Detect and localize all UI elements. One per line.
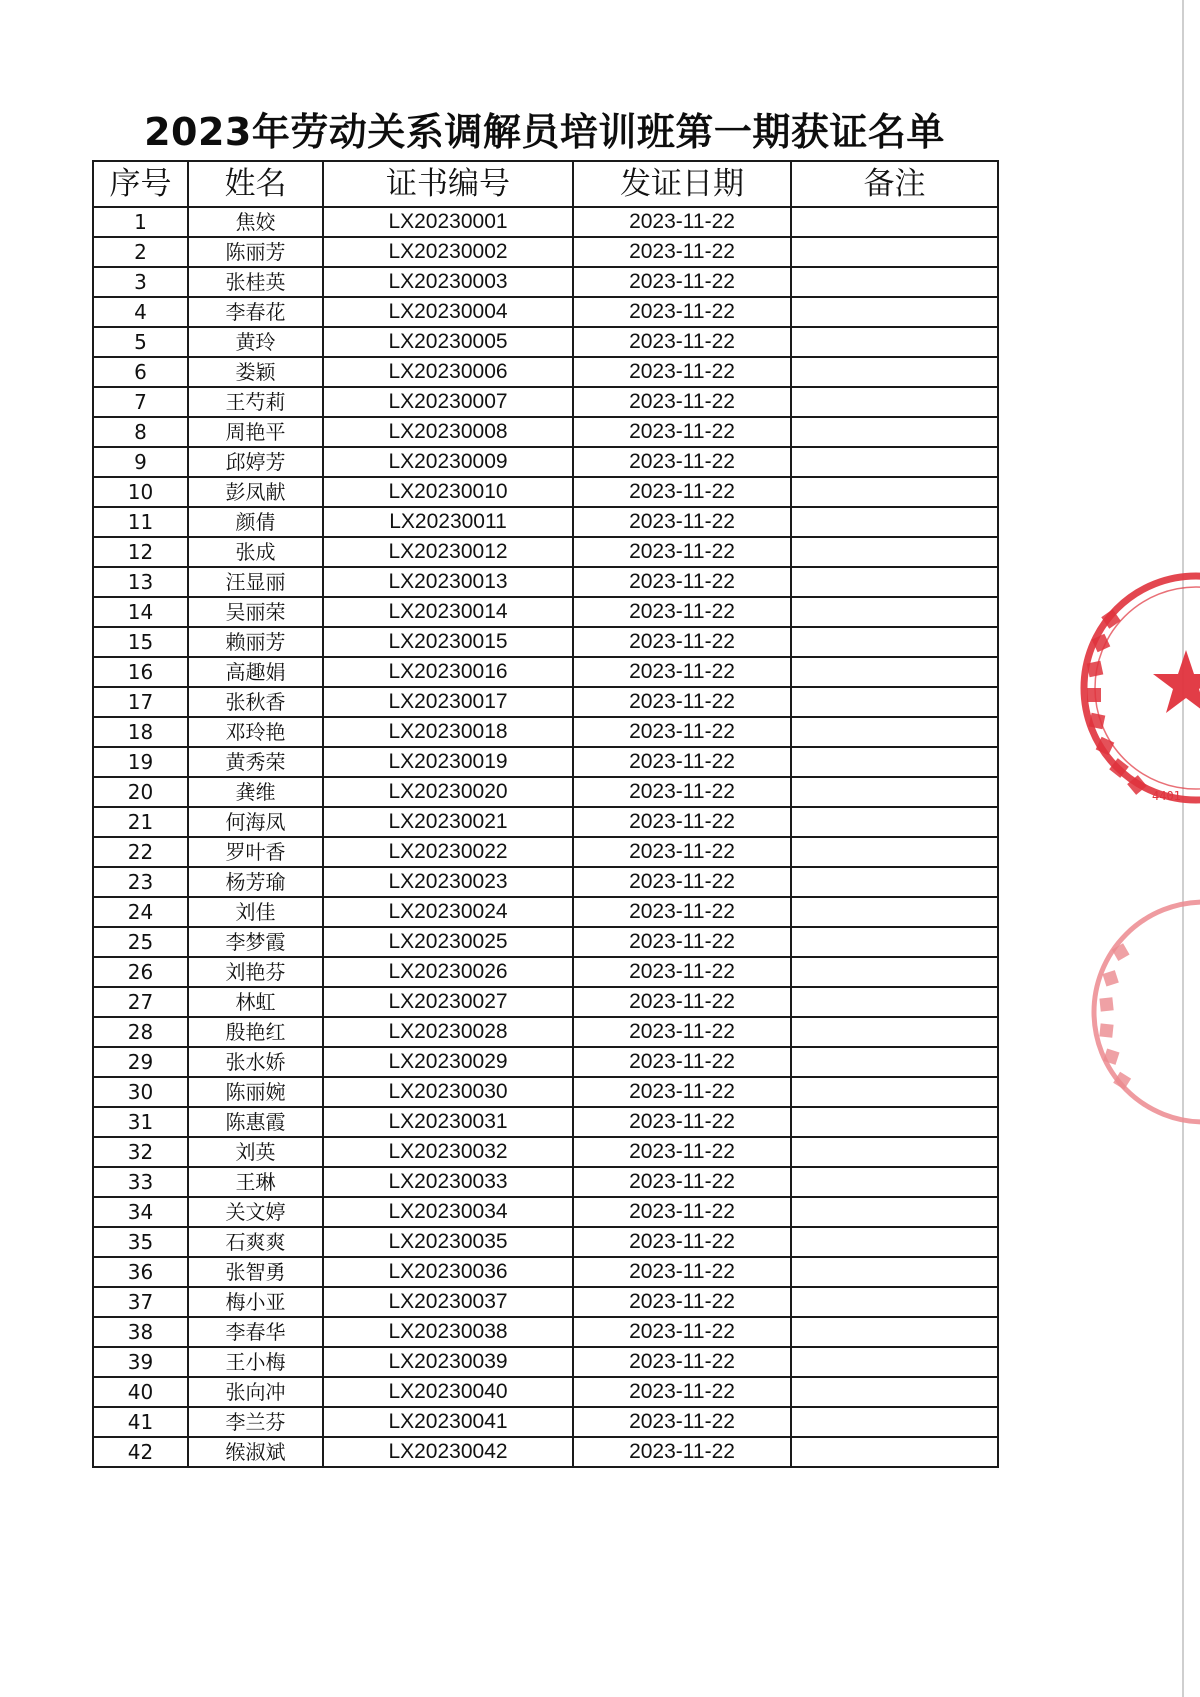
table-row <box>93 417 998 447</box>
association-seal-stamp <box>1080 896 1200 1128</box>
cell-name: 张桂英 <box>188 267 323 297</box>
table-row <box>93 447 998 477</box>
cell-note <box>791 297 998 327</box>
cell-name: 李梦霞 <box>188 927 323 957</box>
cell-note <box>791 987 998 1017</box>
cell-name: 邱婷芳 <box>188 447 323 477</box>
cell-seq: 32 <box>93 1137 188 1167</box>
table-row <box>93 777 998 807</box>
table-row <box>93 567 998 597</box>
cell-seq: 36 <box>93 1257 188 1287</box>
cell-seq: 5 <box>93 327 188 357</box>
cell-seq: 34 <box>93 1197 188 1227</box>
cell-issue-date: 2023-11-22 <box>573 1227 791 1257</box>
cell-name: 陈惠霞 <box>188 1107 323 1137</box>
table-row <box>93 1077 998 1107</box>
cell-seq: 7 <box>93 387 188 417</box>
cell-seq: 8 <box>93 417 188 447</box>
cell-name: 何海凤 <box>188 807 323 837</box>
cell-issue-date: 2023-11-22 <box>573 837 791 867</box>
cell-note <box>791 717 998 747</box>
table-row <box>93 1107 998 1137</box>
cell-note <box>791 207 998 237</box>
cell-seq: 9 <box>93 447 188 477</box>
header-name: 姓名 <box>188 161 323 207</box>
cell-cert-number: LX20230021 <box>323 807 573 837</box>
cell-issue-date: 2023-11-22 <box>573 387 791 417</box>
cell-seq: 18 <box>93 717 188 747</box>
cell-name: 李兰芬 <box>188 1407 323 1437</box>
cell-note <box>791 267 998 297</box>
table-row <box>93 657 998 687</box>
cell-name: 龚维 <box>188 777 323 807</box>
cell-issue-date: 2023-11-22 <box>573 567 791 597</box>
cell-seq: 16 <box>93 657 188 687</box>
cell-name: 张智勇 <box>188 1257 323 1287</box>
table-row <box>93 1197 998 1227</box>
cell-note <box>791 1287 998 1317</box>
cell-name: 缑淑斌 <box>188 1437 323 1467</box>
header-seq: 序号 <box>93 161 188 207</box>
cell-name: 汪显丽 <box>188 567 323 597</box>
cell-name: 吴丽荣 <box>188 597 323 627</box>
cell-seq: 19 <box>93 747 188 777</box>
cell-cert-number: LX20230001 <box>323 207 573 237</box>
cell-seq: 11 <box>93 507 188 537</box>
cell-cert-number: LX20230015 <box>323 627 573 657</box>
cell-issue-date: 2023-11-22 <box>573 1407 791 1437</box>
cell-issue-date: 2023-11-22 <box>573 477 791 507</box>
cell-name: 罗叶香 <box>188 837 323 867</box>
cell-seq: 37 <box>93 1287 188 1317</box>
cell-note <box>791 1167 998 1197</box>
cell-name: 王琳 <box>188 1167 323 1197</box>
cell-cert-number: LX20230019 <box>323 747 573 777</box>
cell-issue-date: 2023-11-22 <box>573 1377 791 1407</box>
cell-name: 颜倩 <box>188 507 323 537</box>
official-seal-stamp <box>1074 568 1200 808</box>
cell-note <box>791 1107 998 1137</box>
table-row <box>93 897 998 927</box>
table-row <box>93 717 998 747</box>
table-row <box>93 957 998 987</box>
table-row <box>93 357 998 387</box>
table-row <box>93 1167 998 1197</box>
cell-cert-number: LX20230029 <box>323 1047 573 1077</box>
cell-issue-date: 2023-11-22 <box>573 717 791 747</box>
cell-issue-date: 2023-11-22 <box>573 1347 791 1377</box>
table-row <box>93 237 998 267</box>
cell-seq: 25 <box>93 927 188 957</box>
cell-note <box>791 747 998 777</box>
table-row <box>93 537 998 567</box>
cell-note <box>791 957 998 987</box>
cell-note <box>791 387 998 417</box>
cell-name: 陈丽芳 <box>188 237 323 267</box>
cell-note <box>791 807 998 837</box>
page-right-edge <box>1182 0 1184 1697</box>
cell-seq: 12 <box>93 537 188 567</box>
cell-name: 关文婷 <box>188 1197 323 1227</box>
cell-seq: 3 <box>93 267 188 297</box>
cell-issue-date: 2023-11-22 <box>573 357 791 387</box>
cell-name: 王芍莉 <box>188 387 323 417</box>
cell-cert-number: LX20230033 <box>323 1167 573 1197</box>
cell-name: 高趣娟 <box>188 657 323 687</box>
cell-note <box>791 357 998 387</box>
header-note: 备注 <box>791 161 998 207</box>
table-row <box>93 747 998 777</box>
cell-name: 黄秀荣 <box>188 747 323 777</box>
cell-issue-date: 2023-11-22 <box>573 297 791 327</box>
cell-cert-number: LX20230012 <box>323 537 573 567</box>
cell-cert-number: LX20230005 <box>323 327 573 357</box>
cell-note <box>791 837 998 867</box>
cell-note <box>791 1017 998 1047</box>
cell-note <box>791 1437 998 1467</box>
cell-name: 陈丽婉 <box>188 1077 323 1107</box>
certificate-roster-table <box>92 160 999 1468</box>
table-row <box>93 507 998 537</box>
cell-seq: 13 <box>93 567 188 597</box>
cell-issue-date: 2023-11-22 <box>573 777 791 807</box>
cell-cert-number: LX20230040 <box>323 1377 573 1407</box>
table-row <box>93 837 998 867</box>
cell-issue-date: 2023-11-22 <box>573 627 791 657</box>
cell-note <box>791 897 998 927</box>
cell-cert-number: LX20230024 <box>323 897 573 927</box>
cell-name: 张成 <box>188 537 323 567</box>
cell-cert-number: LX20230025 <box>323 927 573 957</box>
cell-cert-number: LX20230022 <box>323 837 573 867</box>
table-row <box>93 1227 998 1257</box>
cell-note <box>791 1257 998 1287</box>
cell-note <box>791 1227 998 1257</box>
cell-issue-date: 2023-11-22 <box>573 1077 791 1107</box>
cell-seq: 1 <box>93 207 188 237</box>
cell-cert-number: LX20230034 <box>323 1197 573 1227</box>
cell-issue-date: 2023-11-22 <box>573 1107 791 1137</box>
table-row <box>93 267 998 297</box>
seal-serial-number: 4401 <box>1152 789 1181 803</box>
table-row <box>93 1017 998 1047</box>
table-row <box>93 1317 998 1347</box>
cell-name: 刘佳 <box>188 897 323 927</box>
table-row <box>93 687 998 717</box>
cell-name: 林虹 <box>188 987 323 1017</box>
cell-note <box>791 1077 998 1107</box>
cell-issue-date: 2023-11-22 <box>573 1047 791 1077</box>
cell-cert-number: LX20230041 <box>323 1407 573 1437</box>
cell-cert-number: LX20230023 <box>323 867 573 897</box>
cell-name: 张秋香 <box>188 687 323 717</box>
cell-issue-date: 2023-11-22 <box>573 1437 791 1467</box>
cell-seq: 17 <box>93 687 188 717</box>
cell-issue-date: 2023-11-22 <box>573 597 791 627</box>
table-row <box>93 867 998 897</box>
table-row <box>93 987 998 1017</box>
table-header-row <box>93 161 998 207</box>
cell-seq: 29 <box>93 1047 188 1077</box>
cell-note <box>791 417 998 447</box>
cell-note <box>791 597 998 627</box>
cell-seq: 14 <box>93 597 188 627</box>
cell-issue-date: 2023-11-22 <box>573 1137 791 1167</box>
table-row <box>93 597 998 627</box>
cell-seq: 10 <box>93 477 188 507</box>
cell-cert-number: LX20230026 <box>323 957 573 987</box>
cell-issue-date: 2023-11-22 <box>573 447 791 477</box>
cell-name: 王小梅 <box>188 1347 323 1377</box>
table-row <box>93 627 998 657</box>
cell-cert-number: LX20230014 <box>323 597 573 627</box>
cell-name: 刘艳芬 <box>188 957 323 987</box>
cell-seq: 42 <box>93 1437 188 1467</box>
table-row <box>93 477 998 507</box>
cell-seq: 4 <box>93 297 188 327</box>
cell-cert-number: LX20230006 <box>323 357 573 387</box>
cell-name: 周艳平 <box>188 417 323 447</box>
cell-name: 李春花 <box>188 297 323 327</box>
table-row <box>93 1257 998 1287</box>
cell-name: 梅小亚 <box>188 1287 323 1317</box>
cell-note <box>791 507 998 537</box>
table-row <box>93 1347 998 1377</box>
cell-cert-number: LX20230018 <box>323 717 573 747</box>
table-row <box>93 807 998 837</box>
cell-issue-date: 2023-11-22 <box>573 507 791 537</box>
cell-cert-number: LX20230036 <box>323 1257 573 1287</box>
cell-seq: 23 <box>93 867 188 897</box>
table-row <box>93 1377 998 1407</box>
cell-note <box>791 1377 998 1407</box>
cell-cert-number: LX20230027 <box>323 987 573 1017</box>
cell-seq: 41 <box>93 1407 188 1437</box>
cell-seq: 15 <box>93 627 188 657</box>
cell-cert-number: LX20230042 <box>323 1437 573 1467</box>
header-issue-date: 发证日期 <box>573 161 791 207</box>
cell-issue-date: 2023-11-22 <box>573 1197 791 1227</box>
cell-issue-date: 2023-11-22 <box>573 957 791 987</box>
table-row <box>93 1137 998 1167</box>
cell-seq: 31 <box>93 1107 188 1137</box>
cell-name: 杨芳瑜 <box>188 867 323 897</box>
cell-note <box>791 327 998 357</box>
cell-name: 张向冲 <box>188 1377 323 1407</box>
cell-seq: 35 <box>93 1227 188 1257</box>
cell-cert-number: LX20230038 <box>323 1317 573 1347</box>
cell-cert-number: LX20230028 <box>323 1017 573 1047</box>
cell-cert-number: LX20230030 <box>323 1077 573 1107</box>
cell-note <box>791 1047 998 1077</box>
cell-issue-date: 2023-11-22 <box>573 987 791 1017</box>
table-body <box>93 207 998 1467</box>
cell-issue-date: 2023-11-22 <box>573 267 791 297</box>
cell-cert-number: LX20230016 <box>323 657 573 687</box>
cell-seq: 24 <box>93 897 188 927</box>
cell-name: 娄颖 <box>188 357 323 387</box>
cell-cert-number: LX20230035 <box>323 1227 573 1257</box>
table-row <box>93 1407 998 1437</box>
cell-issue-date: 2023-11-22 <box>573 1167 791 1197</box>
cell-issue-date: 2023-11-22 <box>573 207 791 237</box>
cell-cert-number: LX20230011 <box>323 507 573 537</box>
cell-issue-date: 2023-11-22 <box>573 537 791 567</box>
cell-cert-number: LX20230020 <box>323 777 573 807</box>
cell-note <box>791 1197 998 1227</box>
cell-cert-number: LX20230009 <box>323 447 573 477</box>
cell-cert-number: LX20230017 <box>323 687 573 717</box>
cell-note <box>791 1407 998 1437</box>
table-row <box>93 387 998 417</box>
cell-name: 黄玲 <box>188 327 323 357</box>
cell-name: 李春华 <box>188 1317 323 1347</box>
cell-cert-number: LX20230010 <box>323 477 573 507</box>
table-row <box>93 1047 998 1077</box>
table-row <box>93 1287 998 1317</box>
cell-name: 石爽爽 <box>188 1227 323 1257</box>
cell-issue-date: 2023-11-22 <box>573 687 791 717</box>
table-row <box>93 1437 998 1467</box>
table-row <box>93 207 998 237</box>
cell-seq: 22 <box>93 837 188 867</box>
cell-name: 张水娇 <box>188 1047 323 1077</box>
cell-issue-date: 2023-11-22 <box>573 1287 791 1317</box>
cell-seq: 39 <box>93 1347 188 1377</box>
table-row <box>93 297 998 327</box>
header-cert-number: 证书编号 <box>323 161 573 207</box>
cell-note <box>791 657 998 687</box>
cell-cert-number: LX20230013 <box>323 567 573 597</box>
cell-cert-number: LX20230037 <box>323 1287 573 1317</box>
cell-name: 彭凤献 <box>188 477 323 507</box>
cell-seq: 26 <box>93 957 188 987</box>
cell-note <box>791 927 998 957</box>
cell-seq: 38 <box>93 1317 188 1347</box>
cell-seq: 28 <box>93 1017 188 1047</box>
cell-issue-date: 2023-11-22 <box>573 1257 791 1287</box>
cell-cert-number: LX20230031 <box>323 1107 573 1137</box>
cell-issue-date: 2023-11-22 <box>573 417 791 447</box>
cell-note <box>791 867 998 897</box>
cell-cert-number: LX20230032 <box>323 1137 573 1167</box>
table-row <box>93 327 998 357</box>
cell-note <box>791 447 998 477</box>
cell-name: 殷艳红 <box>188 1017 323 1047</box>
cell-cert-number: LX20230007 <box>323 387 573 417</box>
cell-note <box>791 537 998 567</box>
cell-issue-date: 2023-11-22 <box>573 927 791 957</box>
cell-note <box>791 1347 998 1377</box>
table-row <box>93 927 998 957</box>
cell-note <box>791 237 998 267</box>
cell-issue-date: 2023-11-22 <box>573 657 791 687</box>
cell-issue-date: 2023-11-22 <box>573 1317 791 1347</box>
cell-issue-date: 2023-11-22 <box>573 807 791 837</box>
cell-cert-number: LX20230039 <box>323 1347 573 1377</box>
cell-seq: 2 <box>93 237 188 267</box>
cell-seq: 6 <box>93 357 188 387</box>
cell-seq: 30 <box>93 1077 188 1107</box>
cell-issue-date: 2023-11-22 <box>573 747 791 777</box>
cell-issue-date: 2023-11-22 <box>573 1017 791 1047</box>
document-title: 2023年劳动关系调解员培训班第一期获证名单 <box>144 110 945 154</box>
cell-cert-number: LX20230003 <box>323 267 573 297</box>
cell-note <box>791 477 998 507</box>
cell-seq: 20 <box>93 777 188 807</box>
cell-note <box>791 1137 998 1167</box>
cell-issue-date: 2023-11-22 <box>573 897 791 927</box>
cell-note <box>791 1317 998 1347</box>
cell-cert-number: LX20230004 <box>323 297 573 327</box>
cell-issue-date: 2023-11-22 <box>573 867 791 897</box>
cell-name: 赖丽芳 <box>188 627 323 657</box>
cell-seq: 33 <box>93 1167 188 1197</box>
cell-note <box>791 627 998 657</box>
cell-cert-number: LX20230008 <box>323 417 573 447</box>
cell-cert-number: LX20230002 <box>323 237 573 267</box>
cell-name: 刘英 <box>188 1137 323 1167</box>
cell-name: 焦姣 <box>188 207 323 237</box>
cell-issue-date: 2023-11-22 <box>573 237 791 267</box>
cell-note <box>791 687 998 717</box>
cell-issue-date: 2023-11-22 <box>573 327 791 357</box>
cell-note <box>791 777 998 807</box>
cell-seq: 27 <box>93 987 188 1017</box>
cell-name: 邓玲艳 <box>188 717 323 747</box>
cell-note <box>791 567 998 597</box>
cell-seq: 40 <box>93 1377 188 1407</box>
cell-seq: 21 <box>93 807 188 837</box>
